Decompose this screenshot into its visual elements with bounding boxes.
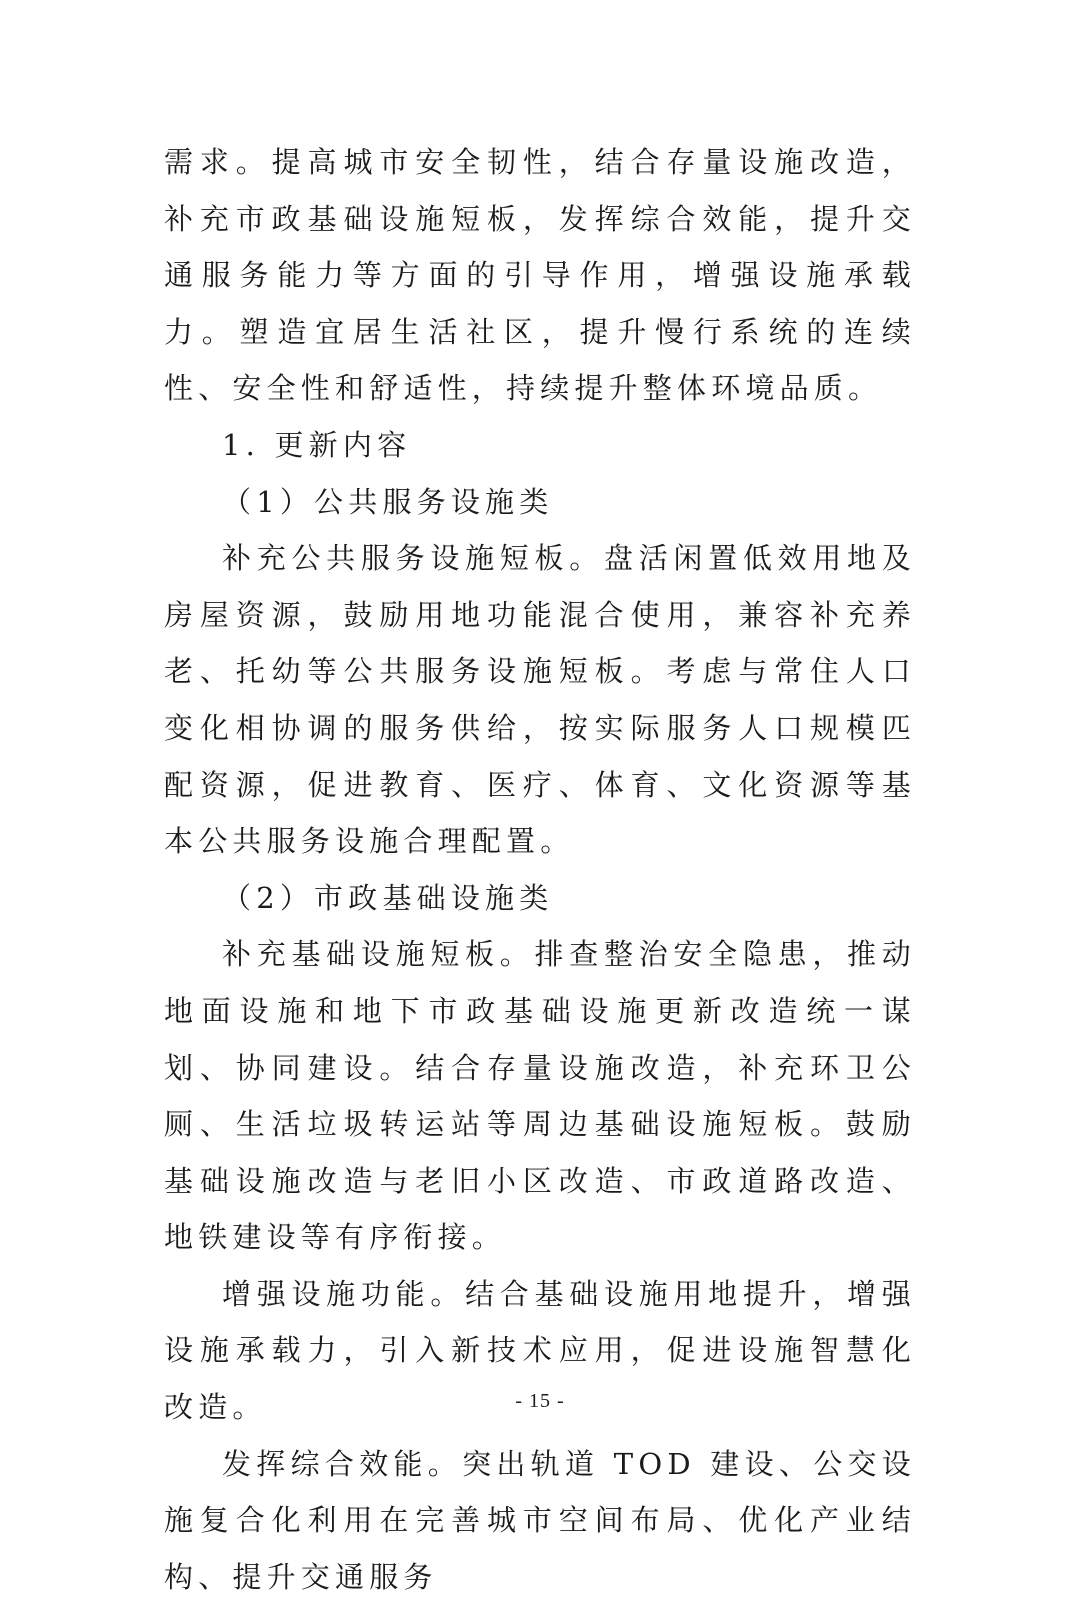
paragraph-public-service: 补充公共服务设施短板。盘活闲置低效用地及房屋资源，鼓励用地功能混合使用，兼容补充养老、托幼等公共服务设施短板。考虑与常住人口变化相协调的服务供给，按实际服务人口规模匹配资源，促进教育、医疗、体育、文化资源等基本公共服务设施合理配置。 <box>164 541 916 859</box>
subsection-heading-municipal-infrastructure: （2）市政基础设施类 <box>222 880 554 915</box>
paragraph-continuation: 需求。提高城市安全韧性，结合存量设施改造，补充市政基础设施短板，发挥综合效能，提升交通服务能力等方面的引导作用，增强设施承载力。塑造宜居生活社区，提升慢行系统的连续性、安全性和舒适性，持续提升整体环境品质。 <box>164 145 916 406</box>
paragraph-infrastructure-shortfall: 补充基础设施短板。排查整治安全隐患，推动地面设施和地下市政基础设施更新改造统一谋划、协同建设。结合存量设施改造，补充环卫公厕、生活垃圾转运站等周边基础设施短板。鼓励基础设施改造与老旧小区改造、市政道路改造、地铁建设等有序衔接。 <box>164 937 916 1255</box>
page-number: - 15 - <box>515 1390 565 1412</box>
subsection-heading-public-service: （1）公共服务设施类 <box>222 484 554 519</box>
paragraph-facility-function: 增强设施功能。结合基础设施用地提升，增强设施承载力，引入新技术应用，促进设施智慧化改造。 <box>164 1276 916 1425</box>
document-body <box>164 134 916 1605</box>
section-heading-update-content: 1. 更新内容 <box>222 427 412 462</box>
paragraph-comprehensive-efficiency: 发挥综合效能。突出轨道 TOD 建设、公交设施复合化利用在完善城市空间布局、优化产业结构、提升交通服务 <box>164 1446 916 1594</box>
